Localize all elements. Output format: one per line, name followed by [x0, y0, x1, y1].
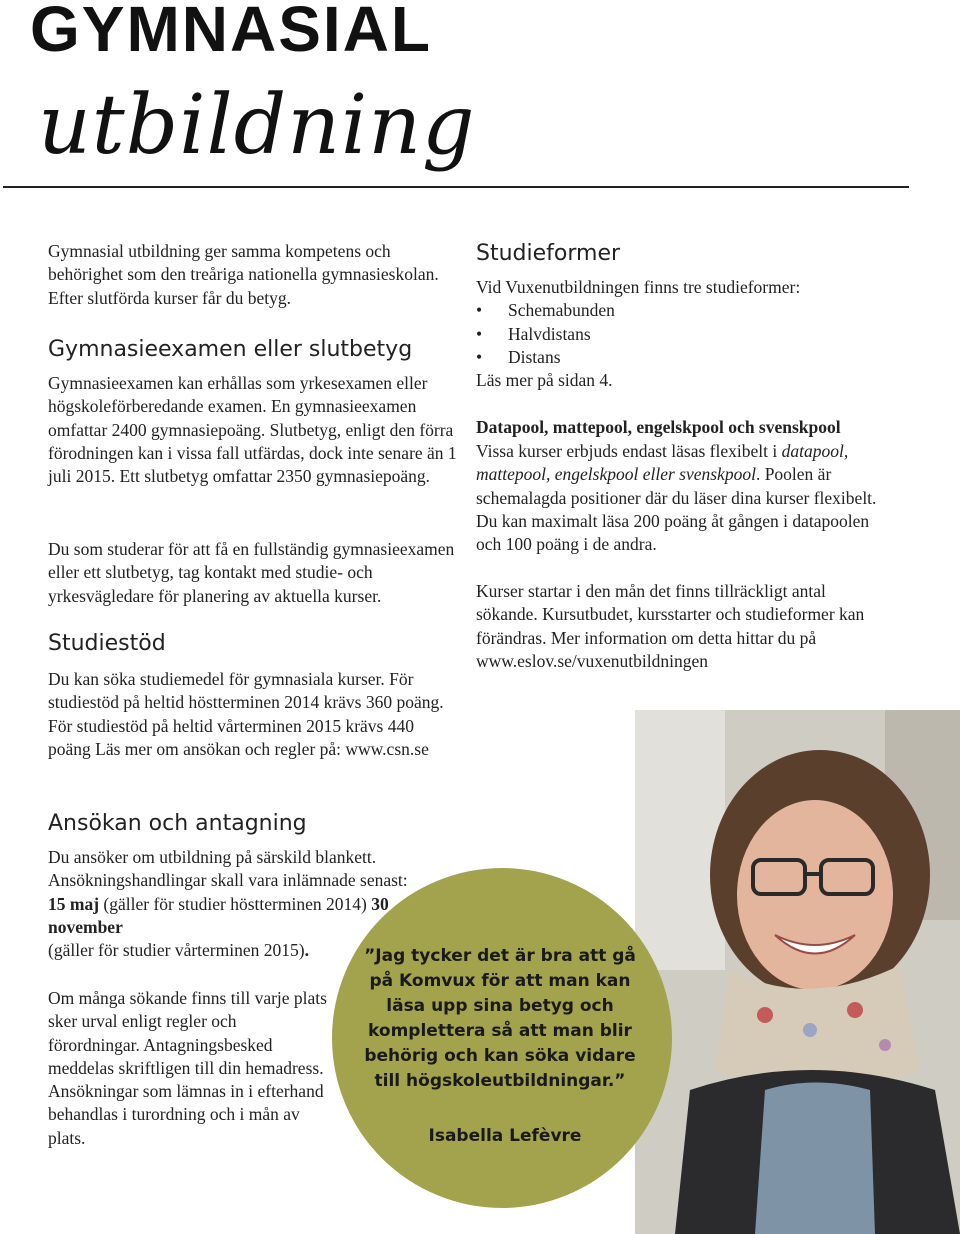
list-item: • Halvdistans [476, 323, 916, 346]
quote-author: Isabella Lefèvre [428, 1126, 582, 1146]
apply-section-2 [48, 987, 328, 1150]
support-heading: Studiestöd [48, 631, 166, 656]
portrait-illustration [635, 710, 960, 1234]
support-section [48, 668, 458, 761]
pool-text-b: . Poolen är schemalagda positioner där du läser dina kurser flexibelt. Du kan maximalt läsa 200 poäng åt gången i datapoolen och 100 poäng i de andra. [476, 464, 877, 555]
list-item: • Distans [476, 346, 916, 369]
forms-heading: Studieformer [476, 241, 621, 266]
exam-section-2 [48, 538, 458, 608]
pool-heading: Datapool, mattepool, engelskpool och svenskpool [476, 417, 841, 437]
quote-text: ”Jag tycker det är bra att gå på Komvux för att man kan läsa upp sina betyg och komplettera så att man blir behörig och kan söka vidare till högskoleutbildningar.” [364, 946, 636, 1091]
deadline-autumn: 15 maj [48, 893, 100, 914]
deadline-spring: 30 november [48, 893, 389, 937]
apply-paragraph-2: Om många sökande finns till varje plats sker urval enligt regler och förordningar. Antagningsbesked meddelas skriftligen till din hemadress. Ansökningar som lämnas in i efterhand behandlas i turordning och i mån av plats. [48, 988, 327, 1148]
portrait-photo [635, 710, 960, 1234]
page-subtitle: utbildning [38, 78, 476, 173]
support-paragraph: Du kan söka studiemedel för gymnasiala kurser. För studiestöd på heltid höstterminen 2014 krävs 360 poäng. För studiestöd på heltid vårterminen 2015 krävs 440 poäng Läs mer om ansökan och regler på: www.csn.se [48, 669, 444, 759]
intro-text: Gymnasial utbildning ger samma kompetens och behörighet som den treåriga nationella gymnasieskolan. Efter slutförda kurser får du betyg. [48, 241, 439, 308]
apply-text-a: Du ansöker om utbildning på särskild blankett. Ansökningshandlingar skall vara inlämnade senast: [48, 847, 408, 891]
forms-more: Läs mer på sidan 4. [476, 370, 613, 391]
pool-text-italic: datapool, mattepool, engelskpool eller svenskpool [476, 441, 849, 485]
exam-paragraph-1: Gymnasieexamen kan erhållas som yrkesexamen eller högskoleförberedande examen. En gymnasieexamen omfattar 2400 gymnasiepoäng. Slutbetyg, enligt den förra förodningen kan i vissa fall utfärdas, dock inte senare än 1 juli 2015. Ett slutbetyg omfattar 2350 gymnasiepoäng. [48, 373, 457, 487]
pool-text-a: Vissa kurser erbjuds endast läsas flexibelt i [476, 441, 782, 461]
apply-text-c: (gäller för studier vårterminen 2015) [48, 940, 305, 961]
exam-paragraph-2: Du som studerar för att få en fullständig gymnasieexamen eller ett slutbetyg, tag kontakt med studie- och yrkesvägledare för planering av aktuella kurser. [48, 539, 455, 606]
courses-section [476, 580, 876, 673]
header-divider [3, 186, 909, 188]
intro-paragraph [48, 240, 458, 310]
forms-lead: Vid Vuxenutbildningen finns tre studieformer: [476, 277, 801, 297]
courses-paragraph: Kurser startar i den mån det finns tillräckligt antal sökande. Kursutbudet, kursstarter och studieformer kan förändras. Mer information om detta hittar du på www.eslov.se/vuxenutbildningen [476, 581, 865, 671]
apply-text-dot: . [304, 940, 309, 961]
pool-section [476, 440, 886, 556]
apply-text-b: (gäller för studier höstterminen 2014) [99, 893, 372, 914]
page-title: GYMNASIAL [30, 0, 432, 65]
pool-paragraph [476, 440, 886, 556]
list-item: • Schemabunden [476, 299, 916, 322]
forms-list [476, 299, 916, 369]
forms-section [476, 276, 916, 392]
exam-section [48, 372, 458, 488]
exam-heading: Gymnasieexamen eller slutbetyg [48, 337, 413, 362]
apply-heading: Ansökan och antagning [48, 811, 307, 836]
